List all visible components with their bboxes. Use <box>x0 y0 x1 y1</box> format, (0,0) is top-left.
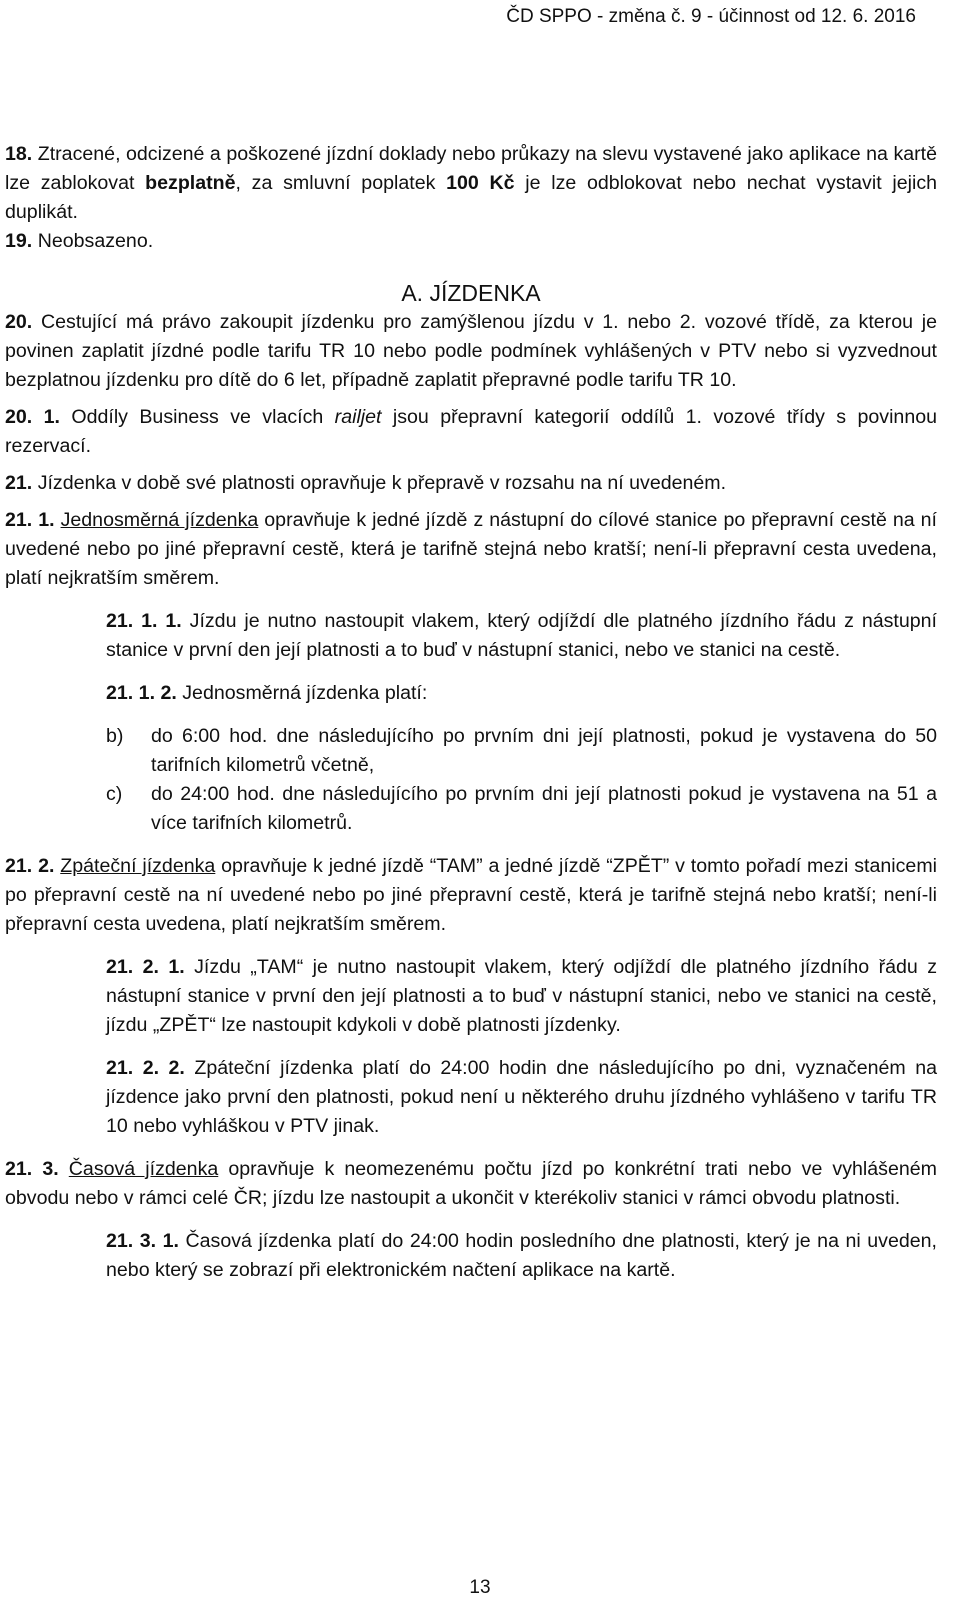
italic-text: railjet <box>334 406 382 428</box>
paragraph-18 <box>5 140 937 227</box>
paragraph-number: 21. 1. <box>5 509 55 531</box>
paragraph-number: 21. 2. 1. <box>106 956 185 978</box>
paragraph-21-3-1 <box>106 1227 937 1285</box>
paragraph-21 <box>5 469 937 498</box>
document-body <box>5 140 937 1285</box>
paragraph-21-1 <box>5 506 937 593</box>
paragraph-number: 21. 3. <box>5 1158 59 1180</box>
paragraph-21-2 <box>5 852 937 939</box>
paragraph-number: 21. <box>5 472 33 494</box>
validity-list <box>106 722 937 838</box>
paragraph-text: , za smluvní poplatek <box>235 172 447 194</box>
paragraph-number: 21. 2. <box>5 855 55 877</box>
list-item <box>106 722 937 780</box>
paragraph-21-1-1 <box>106 607 937 665</box>
paragraph-text: Zpáteční jízdenka platí do 24:00 hodin dne následujícího po dni, vyznačeném na jízdence jako první den platnosti, pokud není u některého druhu jízdného vyhlášeno v tarifu TR 10 nebo vyhláškou v PTV jinak. <box>106 1057 938 1137</box>
list-item-text: do 24:00 hod. dne následujícího po prvním dni její platnosti pokud je vystavena na 51 a více tarifních kilometrů. <box>151 783 937 834</box>
underlined-term: Časová jízdenka <box>68 1158 219 1180</box>
paragraph-text: Cestující má právo zakoupit jízdenku pro zamýšlenou jízdu v 1. nebo 2. vozové třídě, za kterou je povinen zaplatit jízdné podle tarifu TR 10 nebo podle podmínek vyhlášených v PTV nebo si vyzvednout bezplatnou jízdenku pro dítě do 6 let, případně zaplatit přepravné podle tarifu TR 10. <box>5 311 937 391</box>
paragraph-text: opravňuje k jedné jízdě “TAM” a jedné jízdě “ZPĚT” v tomto pořadí mezi stanicemi po přepravní cestě na ní uvedené nebo po jiné přepravní cestě, která je tarifně stejná nebo kratší; není-li přepravní cesta uvedena, platí nejkratším směrem. <box>5 855 937 935</box>
paragraph-text: Oddíly Business ve vlacích <box>59 406 335 428</box>
underlined-term: Jednosměrná jízdenka <box>60 509 259 531</box>
list-item-label: c) <box>106 783 123 805</box>
list-item-text: do 6:00 hod. dne následujícího po prvním dni její platnosti, pokud je vystavena do 50 tarifních kilometrů včetně, <box>151 725 937 776</box>
paragraph-text: Jízdu je nutno nastoupit vlakem, který odjíždí dle platného jízdního řádu z nástupní stanice v první den její platnosti a to buď v nástupní stanici, nebo ve stanici na cestě. <box>106 610 937 661</box>
underlined-term: Zpáteční jízdenka <box>60 855 216 877</box>
paragraph-19 <box>5 227 937 256</box>
paragraph-number: 20. 1. <box>5 406 60 428</box>
paragraph-text: Jízdenka v době své platnosti opravňuje k přepravě v rozsahu na ní uvedeném. <box>32 472 727 494</box>
paragraph-20-1 <box>5 403 937 461</box>
paragraph-number: 20. <box>5 311 33 333</box>
paragraph-text: Jednosměrná jízdenka platí: <box>176 682 428 704</box>
paragraph-21-3 <box>5 1155 937 1213</box>
paragraph-number: 19. <box>5 230 33 252</box>
paragraph-21-1-2 <box>106 679 937 708</box>
bold-text: 100 Kč <box>446 172 515 194</box>
bold-text: bezplatně <box>145 172 236 194</box>
page-number: 13 <box>469 1577 491 1598</box>
paragraph-number: 21. 2. 2. <box>106 1057 185 1079</box>
paragraph-21-2-1 <box>106 953 937 1040</box>
paragraph-21-2-2 <box>106 1054 937 1141</box>
paragraph-text: jsou přepravní kategorií oddílů 1. vozové třídy s povinnou rezervací. <box>5 406 938 457</box>
paragraph-number: 21. 3. 1. <box>106 1230 179 1252</box>
paragraph-number: 18. <box>5 143 33 165</box>
paragraph-text: opravňuje k neomezenému počtu jízd po konkrétní trati nebo ve vyhlášeném obvodu nebo v rámci celé ČR; jízdu lze nastoupit a ukončit v kterékoliv stanici v rámci obvodu platnosti. <box>5 1158 937 1209</box>
paragraph-number: 21. 1. 2. <box>106 682 177 704</box>
paragraph-text: Ztracené, odcizené a poškozené jízdní doklady nebo průkazy na slevu vystavené jako aplikace na kartě lze zablokovat <box>5 143 937 194</box>
paragraph-number: 21. 1. 1. <box>106 610 182 632</box>
section-heading: A. JÍZDENKA <box>401 280 541 306</box>
paragraph-text: opravňuje k jedné jízdě z nástupní do cílové stanice po přepravní cestě na ní uvedené nebo po jiné přepravní cestě, která je tarifně stejná nebo kratší; není-li přepravní cesta uvedena, platí nejkratším směrem. <box>5 509 937 589</box>
paragraph-20 <box>5 308 937 395</box>
list-item <box>106 780 937 838</box>
paragraph-text: Jízdu „TAM“ je nutno nastoupit vlakem, který odjíždí dle platného jízdního řádu z nástupní stanice v první den její platnosti a to buď v nástupní stanici, nebo ve stanici na cestě, jízdu „ZPĚT“ lze nastoupit kdykoli v době platnosti jízdenky. <box>106 956 937 1036</box>
list-item-label: b) <box>106 725 124 747</box>
document-header: ČD SPPO - změna č. 9 - účinnost od 12. 6. 2016 <box>506 6 916 27</box>
paragraph-text: Neobsazeno. <box>32 230 154 252</box>
paragraph-text: je lze odblokovat nebo nechat vystavit jejich duplikát. <box>5 172 938 223</box>
paragraph-text: Časová jízdenka platí do 24:00 hodin posledního dne platnosti, který je na ni uveden, nebo který se zobrazí při elektronickém načtení aplikace na kartě. <box>106 1230 937 1281</box>
